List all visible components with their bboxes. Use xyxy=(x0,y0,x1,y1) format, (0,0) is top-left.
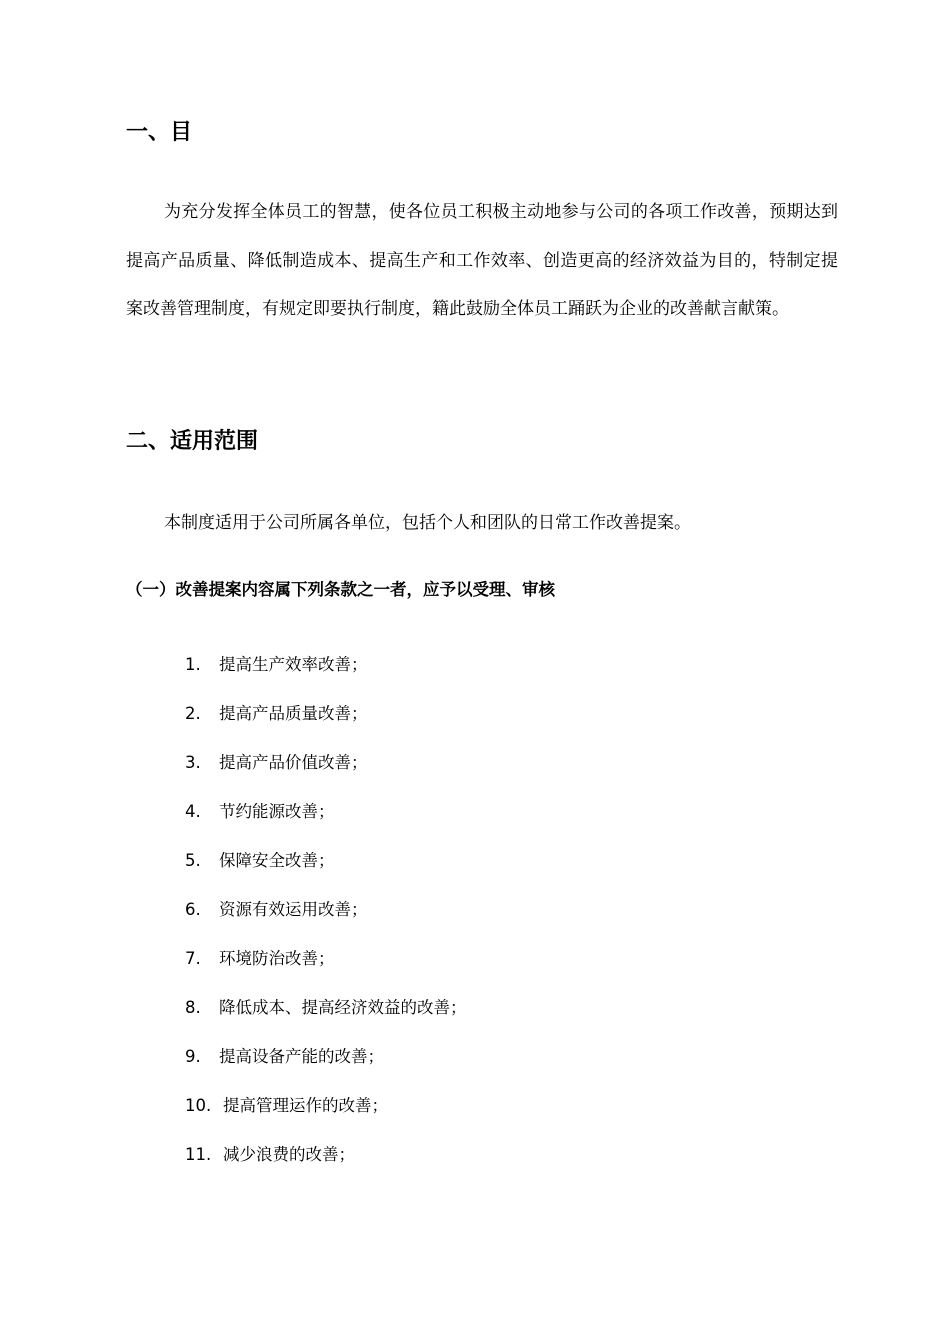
list-item-text: 提高产品价值改善； xyxy=(219,753,368,772)
list-item xyxy=(185,945,467,994)
list-item xyxy=(185,1092,467,1141)
list-item-number: 4. xyxy=(185,802,201,821)
section-2-paragraph: 本制度适用于公司所属各单位，包括个人和团队的日常工作改善提案。 xyxy=(164,513,691,533)
list-item xyxy=(185,847,467,896)
list-item xyxy=(185,994,467,1043)
section-2-subheading: （一）改善提案内容属下列条款之一者，应予以受理、审核 xyxy=(126,580,555,599)
list-item xyxy=(185,798,467,847)
list-item-number: 5. xyxy=(185,851,201,870)
list-item-number: 6. xyxy=(185,900,201,919)
list-item-text: 节约能源改善； xyxy=(219,802,335,821)
list-item xyxy=(185,749,467,798)
list-item-text: 提高产品质量改善； xyxy=(219,704,368,723)
section-1-paragraph: 为充分发挥全体员工的智慧，使各位员工积极主动地参与公司的各项工作改善，预期达到提高产品质量、降低制造成本、提高生产和工作效率、创造更高的经济效益为目的，特制定提案改善管理制度，有规定即要执行制度，籍此鼓励全体员工踊跃为企业的改善献言献策。 xyxy=(126,202,838,319)
list-item-text: 环境防治改善； xyxy=(219,949,335,968)
list-item xyxy=(185,651,467,700)
list-item-text: 提高设备产能的改善； xyxy=(219,1047,384,1066)
list-item-number: 11. xyxy=(185,1145,212,1164)
list-item-text: 资源有效运用改善； xyxy=(219,900,368,919)
list-item-text: 保障安全改善； xyxy=(219,851,335,870)
list-item-text: 降低成本、提高经济效益的改善； xyxy=(219,998,467,1017)
list-item xyxy=(185,896,467,945)
list-item-number: 2. xyxy=(185,704,201,723)
list-item-number: 9. xyxy=(185,1047,201,1066)
list-item-text: 提高生产效率改善； xyxy=(219,655,368,674)
criteria-list xyxy=(185,651,467,1190)
list-item-number: 10. xyxy=(185,1096,212,1115)
section-2-heading: 二、适用范围 xyxy=(126,429,259,454)
list-item xyxy=(185,700,467,749)
list-item xyxy=(185,1141,467,1190)
list-item-text: 提高管理运作的改善； xyxy=(223,1096,388,1115)
list-item xyxy=(185,1043,467,1092)
list-item-number: 3. xyxy=(185,753,201,772)
list-item-number: 8. xyxy=(185,998,201,1017)
list-item-text: 减少浪费的改善； xyxy=(223,1145,355,1164)
list-item-number: 7. xyxy=(185,949,201,968)
section-1-heading: 一、目 xyxy=(126,120,193,145)
list-item-number: 1. xyxy=(185,655,201,674)
